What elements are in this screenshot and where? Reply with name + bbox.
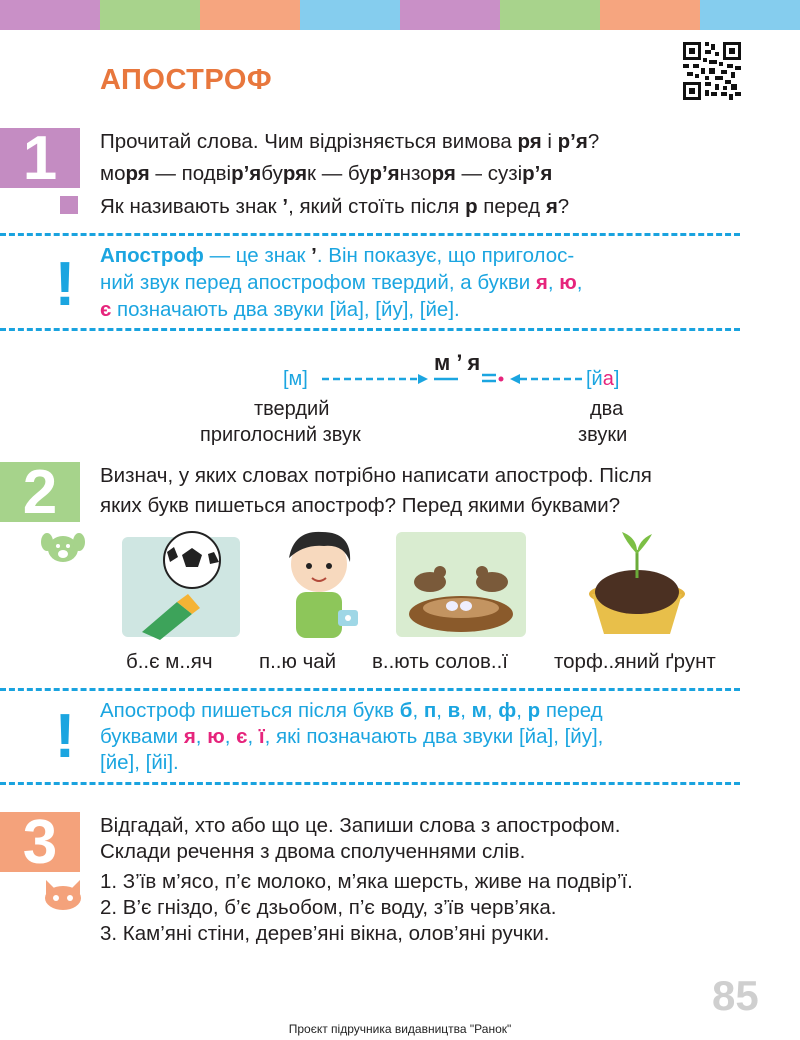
text: позначають два звуки [йа], [йу], [йе]. [111, 298, 460, 321]
rule2-line1 [100, 698, 603, 723]
exclamation-icon: ! [54, 250, 76, 319]
text: н [399, 162, 411, 185]
text: ] [613, 368, 620, 390]
left-arrow-head [418, 374, 428, 384]
task-number-2 [0, 457, 80, 527]
text: , [576, 271, 583, 294]
text: , [224, 725, 237, 748]
right-caption-1: два [590, 398, 624, 420]
text: подві [181, 162, 232, 185]
letter-bold: б [399, 699, 413, 722]
text: к [307, 162, 317, 185]
qr-code-icon[interactable] [683, 42, 741, 100]
stripe [300, 0, 400, 30]
stripe [600, 0, 700, 30]
rule1-line1 [100, 243, 574, 268]
boy-drinking-tea-image [274, 522, 374, 642]
text: бу [347, 162, 370, 185]
text: , [412, 699, 424, 722]
bold-text: ря [282, 162, 308, 185]
text: і [541, 130, 558, 153]
text: мо [100, 162, 126, 185]
rule2-line3: [йе], [йі]. [100, 751, 179, 774]
stripe [100, 0, 200, 30]
left-sound: [м] [283, 368, 308, 390]
task-number-label: 2 [22, 457, 58, 527]
page-number: 85 [712, 972, 759, 1019]
ball-kick-image [122, 522, 242, 642]
letter-highlight: ї [258, 725, 265, 748]
text: , які позначають два звуки [йа], [йу], [264, 725, 604, 748]
page-title: АПОСТРОФ [100, 64, 273, 96]
diagram-word: м ’ я [434, 350, 481, 375]
footer-publisher: Проєкт підручника видавництва "Ранок" [288, 1022, 512, 1036]
rule2-line2 [100, 724, 603, 749]
apostrophe-sign: ’ [282, 195, 289, 218]
birds-nest-image [396, 522, 526, 642]
text: ний звук перед апострофом твердий, а букви [100, 271, 536, 294]
text: — [455, 162, 488, 185]
task1-line1 [100, 126, 599, 157]
text: ? [587, 130, 600, 153]
letter-bold: п [423, 699, 437, 722]
cat-face-icon [40, 878, 86, 912]
bold-text: ря [517, 130, 542, 153]
rule-term: Апостроф [100, 244, 204, 267]
task-number-label: 1 [22, 123, 58, 193]
caption-ball: б..є м..яч [126, 650, 213, 673]
riddle-item-1: 1. З’їв м’ясо, п’є молоко, м’яка шерсть, живе на подвір’ї. [100, 870, 633, 893]
text: , [460, 699, 472, 722]
sound-diagram [0, 340, 800, 450]
right-arrow-head [510, 374, 520, 384]
task1-words-line [100, 158, 552, 189]
stripe [500, 0, 600, 30]
letter-highlight: я [183, 725, 196, 748]
bold-text: я [545, 195, 558, 218]
text: , [516, 699, 528, 722]
letter-highlight: ю [207, 725, 225, 748]
divider-dashed [0, 688, 740, 691]
riddle-item-3: 3. Кам’яні стіни, дерев’яні вікна, олов’яні ручки. [100, 922, 550, 945]
task-number-3 [0, 807, 80, 877]
text: , [195, 725, 208, 748]
ya-dot [499, 377, 504, 382]
letter-highlight: є [100, 298, 112, 321]
right-caption-2: звуки [578, 424, 628, 446]
top-color-stripes [0, 0, 800, 30]
text: Апостроф пишеться після букв [100, 699, 400, 722]
left-caption-2: приголосний звук [200, 424, 361, 446]
task3-line1: Відгадай, хто або що це. Запиши слова з апострофом. [100, 814, 621, 837]
text: Прочитай слова. Чим відрізняється вимова [100, 130, 518, 153]
caption-nightingales: в..ють солов..ї [372, 650, 508, 673]
rule1-line2 [100, 270, 582, 295]
divider-dashed [0, 233, 740, 236]
caption-soil: торф..яний ґрунт [554, 650, 716, 673]
task-number-label: 3 [22, 807, 58, 877]
stripe [200, 0, 300, 30]
bold-text: р [465, 195, 478, 218]
text: сузі [487, 162, 523, 185]
text: , [547, 271, 560, 294]
caption-tea: п..ю чай [259, 650, 337, 673]
text: буквами [100, 725, 184, 748]
task2-line2: яких букв пишеться апостроф? Перед якими буквами? [100, 494, 621, 517]
bold-text: р’я [369, 162, 400, 185]
letter-bold: р [527, 699, 541, 722]
diagram-arrows [0, 360, 800, 420]
text: . Він показує, що приголос- [316, 244, 575, 267]
stripe [0, 0, 100, 30]
bold-text: ря [431, 162, 456, 185]
text: , [436, 699, 448, 722]
text: ? [557, 195, 570, 218]
text: , [486, 699, 499, 722]
text: перед [477, 195, 546, 218]
bold-text: ря [125, 162, 150, 185]
letter-highlight: ю [559, 271, 577, 294]
stripe [700, 0, 800, 30]
text: зо [410, 162, 432, 185]
letter-highlight: я [535, 271, 548, 294]
task1-line3 [100, 191, 569, 222]
apostrophe-sign: ’ [311, 244, 317, 267]
letter-bold: в [447, 699, 461, 722]
text: Як називають знак [100, 195, 283, 218]
text: бу [261, 162, 283, 185]
stripe [400, 0, 500, 30]
text: перед [540, 699, 603, 722]
plant-pot-image [582, 522, 692, 642]
text: — [316, 162, 348, 185]
text: , який стоїть після [288, 195, 466, 218]
text: — це знак [203, 244, 312, 267]
divider-dashed [0, 782, 740, 785]
text: — [149, 162, 182, 185]
text: [й [586, 368, 603, 390]
bold-text: р’я [522, 162, 553, 185]
letter-highlight: а [602, 368, 614, 390]
task-marker-square [60, 196, 78, 214]
task-number-1 [0, 123, 80, 193]
dog-face-icon [40, 530, 86, 564]
letter-bold: м [471, 699, 487, 722]
bold-text: р’я [231, 162, 262, 185]
task3-line2: Склади речення з двома сполученнями слів. [100, 840, 526, 863]
left-caption-1: твердий [254, 398, 330, 420]
riddle-item-2: 2. В’є гніздо, б’є дзьобом, п’є воду, з’їв черв’яка. [100, 896, 557, 919]
rule1-line3 [100, 297, 460, 322]
letter-bold: ф [498, 699, 517, 722]
divider-dashed [0, 328, 740, 331]
letter-highlight: є [236, 725, 248, 748]
exclamation-icon: ! [54, 702, 76, 771]
text: , [247, 725, 259, 748]
bold-text: р’я [557, 130, 588, 153]
task2-line1: Визнач, у яких словах потрібно написати апостроф. Після [100, 464, 652, 487]
